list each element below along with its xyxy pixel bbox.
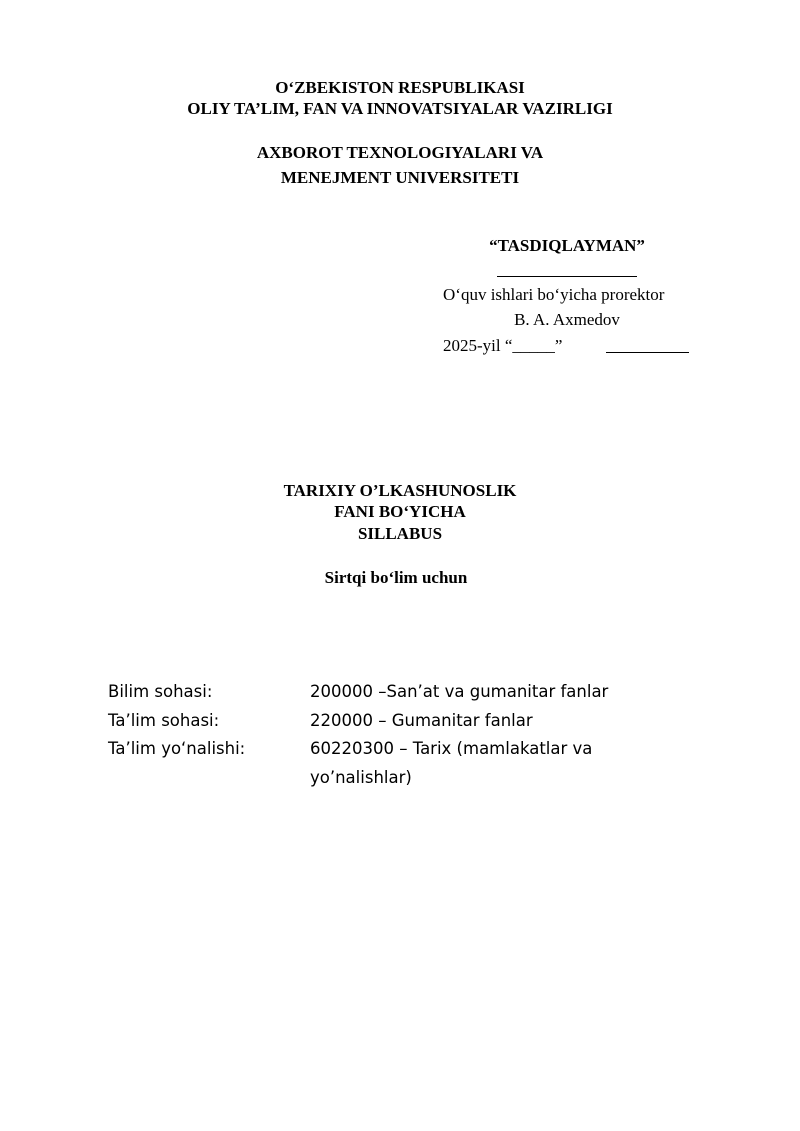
subject-title-line2: FANI BO‘YICHA [334, 502, 466, 521]
university-name-line1: AXBOROT TEXNOLOGIYALARI VA [256, 143, 544, 162]
ministry-name: OLIY TA’LIM, FAN VA INNOVATSIYALAR VAZIRLIGI [187, 99, 613, 118]
info-label: Bilim sohasi: [108, 682, 213, 701]
subject-title: TARIXIY O’LKASHUNOSLIK [283, 481, 517, 500]
info-label: Ta’lim sohasi: [108, 711, 220, 730]
department-subtitle: Sirtqi bo‘lim uchun [324, 568, 468, 587]
date-line [606, 352, 689, 353]
info-label: Ta’lim yo‘nalishi: [108, 739, 246, 758]
info-value: 60220300 – Tarix (mamlakatlar va yo’nalishlar) [310, 739, 593, 787]
approval-name: B. A. Axmedov [514, 310, 620, 329]
ministry-country: O‘ZBEKISTON RESPUBLIKASI [275, 78, 525, 97]
info-value: 220000 – Gumanitar fanlar [310, 711, 533, 730]
university-name-line2: MENEJMENT UNIVERSITETI [280, 168, 520, 187]
approval-date: 2025-yil “_____” [443, 336, 563, 355]
approval-position: O‘quv ishlari bo‘yicha prorektor [443, 285, 665, 304]
info-value: 200000 –San’at va gumanitar fanlar [310, 682, 609, 701]
approval-title: “TASDIQLAYMAN” [489, 236, 645, 255]
signature-line [497, 276, 637, 277]
document-type: SILLABUS [357, 524, 443, 543]
